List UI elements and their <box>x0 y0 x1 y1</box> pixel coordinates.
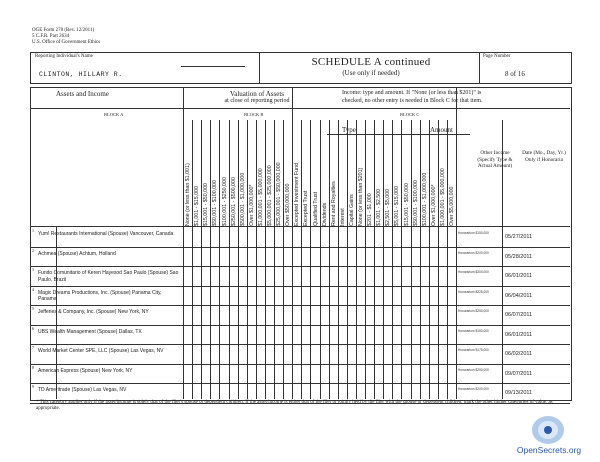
column-header-label: $1,001 - $2,500 <box>376 188 383 226</box>
row-divider <box>30 266 570 267</box>
column-header-label: $1,000,001 - $5,000,000 <box>439 168 446 226</box>
valuation-heading: Valuation of Assets <box>229 90 285 98</box>
column-header-label: Dividends <box>321 202 328 226</box>
column-header-label: None (or less than $201) <box>358 167 364 226</box>
column-divider <box>392 120 393 399</box>
column-divider <box>429 120 430 399</box>
other-income-value: Honorarium $150,000 <box>458 328 489 333</box>
asset-name: Jefferies & Company, Inc. (Spouse) New York, NY <box>38 309 149 315</box>
column-divider <box>192 120 193 399</box>
column-divider <box>438 120 439 399</box>
honoraria-date: 09/07/2011 <box>505 370 533 377</box>
valuation-subheading: at close of reporting period <box>224 98 290 104</box>
row-number: 3 <box>32 267 34 272</box>
column-divider <box>456 87 457 399</box>
other-income-value: Honorarium $250,000 <box>458 367 489 372</box>
row-divider <box>30 383 570 384</box>
form-line-3: U.S. Office of Government Ethics <box>32 40 101 45</box>
column-divider <box>274 120 275 399</box>
column-header-label: $250,001 - $500,000 <box>230 177 237 226</box>
column-header-label: $201 - $1,000 <box>367 193 374 226</box>
other-income-value: Honorarium $200,000 <box>458 250 489 255</box>
block-c-label: BLOCK C <box>400 112 420 117</box>
column-header-label: Over $50,000,000 <box>285 183 292 226</box>
row-divider <box>30 364 570 365</box>
column-divider <box>447 120 448 399</box>
column-header-label: Over $1,000,000* <box>248 184 255 226</box>
block-b-label: BLOCK B <box>244 112 264 117</box>
row-number: 8 <box>32 364 34 370</box>
column-header-label: $500,001 - $1,000,000 <box>239 172 246 226</box>
column-header-label: Excepted Trust <box>303 190 310 226</box>
column-divider <box>301 120 302 399</box>
column-divider <box>338 120 339 399</box>
income-heading: Income: type and amount. If "None (or less than $201)" is <box>342 90 482 96</box>
asset-name: Yum! Restaurants International (Spouse) Vancouver, Canada <box>38 231 174 237</box>
honoraria-date: 06/01/2011 <box>505 331 533 338</box>
footnote: * This category applies only if the asset/income is solely that of the filer's spouse or dependent children. If the asset/income is either that of the filer or jointly held by the filer with the spouse or dependent children, mark the other higher categories of value, as appropriate. <box>36 400 553 411</box>
schedule-subtitle: (Use only if needed) <box>342 69 400 77</box>
asset-name: Achmea (Spouse) Achtum, Holland <box>38 250 116 257</box>
other-income-value: Honorarium $300,000 <box>458 270 489 274</box>
income-subheading: checked, no other entry is needed in Block C for that item. <box>342 98 483 104</box>
honoraria-date: 06/07/2011 <box>505 312 533 318</box>
column-header-label: None (or less than $1,001) <box>185 163 192 226</box>
header-box <box>30 52 572 84</box>
other-income-value: Honorarium $225,000 <box>458 289 489 294</box>
page-number-label: Page Number <box>483 54 511 59</box>
row-divider <box>30 305 570 306</box>
form-identifier <box>32 28 100 46</box>
asset-name: Fundo Comunitario of Keren Hayesod Sao Paulo (Spouse) Sao Paulo, Brazil <box>38 270 179 283</box>
column-divider <box>229 120 230 399</box>
column-divider <box>210 120 211 399</box>
column-divider <box>502 120 503 399</box>
row-divider <box>30 344 570 345</box>
column-header-label: $5,001 - $15,000 <box>394 185 401 226</box>
honoraria-date: 09/13/2011 <box>505 390 533 396</box>
column-header-label: $2,501 - $5,000 <box>385 188 392 226</box>
column-divider <box>347 120 348 399</box>
column-header-label: Capital Gains <box>348 194 355 226</box>
asset-name: Magic Dreams Productions, Inc. (Spouse) Panama City, Panama <box>38 289 162 302</box>
column-header-label: $15,001 - $50,000 <box>403 182 410 226</box>
column-header-label: Excepted Investment Fund <box>294 162 301 226</box>
row-number: 5 <box>32 306 34 311</box>
column-divider <box>365 120 366 399</box>
row-divider <box>30 325 570 326</box>
date-heading: Date (Mo., Day, Yr.) Only if Honoraria <box>522 150 566 163</box>
column-header-label: $100,001 - $1,000,000 <box>421 172 428 226</box>
column-header-label: $100,001 - $250,000 <box>221 177 228 226</box>
column-divider <box>292 87 293 399</box>
row-number: 9 <box>32 384 34 389</box>
column-divider <box>265 120 266 399</box>
column-divider <box>401 120 402 399</box>
page-number: 8 of 16 <box>505 70 525 78</box>
schedule-title: SCHEDULE A continued <box>311 56 431 68</box>
other-income-value: Honorarium $150,000 <box>458 231 489 235</box>
column-divider <box>329 120 330 399</box>
type-heading: Type <box>342 126 356 134</box>
asset-name: American Express (Spouse) New York, NY <box>38 367 133 374</box>
column-divider <box>219 120 220 399</box>
column-divider <box>320 120 321 399</box>
asset-name: World Market Center SPE, LLC (Spouse) Las Vegas, NV <box>38 348 164 354</box>
column-divider <box>247 120 248 399</box>
column-divider <box>283 120 284 399</box>
asset-name: TD Ameritrade (Spouse) Las Vegas, NV <box>38 387 127 393</box>
honoraria-date: 05/27/2011 <box>505 234 533 240</box>
column-header-label: $15,001 - $50,000 <box>203 182 210 226</box>
column-divider <box>256 120 257 399</box>
reporting-label: Reporting Individual's Name <box>35 54 93 59</box>
column-divider <box>420 120 421 399</box>
column-divider <box>374 120 375 399</box>
assets-income-heading: Assets and Income <box>56 90 109 98</box>
column-divider <box>238 120 239 399</box>
column-header-label: Over $5,000,000 <box>449 186 455 226</box>
column-header-label: $50,001 - $100,000 <box>212 180 219 226</box>
form-line-2: 5 C.F.R. Part 2634 <box>32 34 70 39</box>
column-header-label: Qualified Trust <box>312 191 319 226</box>
row-number: 2 <box>32 247 34 253</box>
amount-heading: Amount <box>430 126 453 134</box>
column-header-label: $5,000,001 - $25,000,000 <box>267 165 273 226</box>
header-bottom-line <box>30 226 570 227</box>
column-divider <box>201 120 202 399</box>
row-number: 4 <box>32 286 34 292</box>
logo-text: OpenSecrets.org <box>516 445 582 455</box>
column-divider <box>411 120 412 399</box>
other-income-value: Honorarium $250,000 <box>458 309 489 313</box>
column-header-label: Over $1,000,000* <box>430 184 437 226</box>
other-income-value: Honorarium $175,000 <box>458 348 489 352</box>
column-header-label: $1,001 - $15,000 <box>194 185 201 226</box>
column-divider <box>310 120 311 399</box>
row-number: 1 <box>32 228 34 233</box>
column-header-label: $50,001 - $100,000 <box>412 180 419 226</box>
row-number: 7 <box>32 345 34 350</box>
honoraria-date: 05/28/2011 <box>505 253 533 260</box>
honoraria-date: 06/01/2011 <box>505 273 533 279</box>
row-divider <box>30 286 570 287</box>
opensecrets-logo <box>510 412 588 458</box>
column-divider <box>356 120 357 399</box>
row-number: 6 <box>32 325 34 331</box>
column-header-label: $25,000,001 - $50,000,000 <box>276 162 283 226</box>
column-divider <box>383 120 384 399</box>
honoraria-date: 06/02/2011 <box>505 351 533 357</box>
reporting-name: CLINTON, HILLARY R. <box>39 71 123 78</box>
row-divider <box>30 247 570 248</box>
other-income-value: Honorarium $200,000 <box>458 387 489 391</box>
form-line-1: OGE Form 278 (Rev. 12/2011) <box>32 28 95 33</box>
honoraria-date: 06/04/2011 <box>505 292 533 299</box>
block-a-label: BLOCK A <box>104 112 124 117</box>
other-income-heading: Other Income (Specify Type & Actual Amount) <box>477 150 513 169</box>
column-header-label: Rent and Royalties <box>330 181 337 226</box>
column-header-label: $1,000,001 - $5,000,000 <box>257 168 264 226</box>
column-divider <box>183 120 184 399</box>
column-header-label: Interest <box>339 208 346 226</box>
asset-name: UBS Wealth Management (Spouse) Dallas, TX <box>38 328 142 335</box>
